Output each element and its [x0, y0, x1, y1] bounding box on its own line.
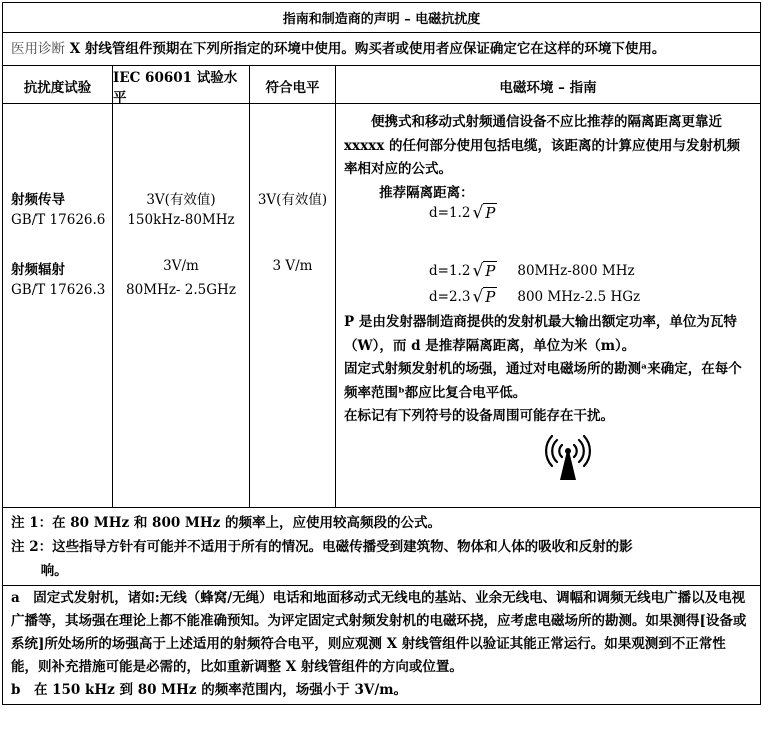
formula-radiated-high [344, 285, 752, 311]
sqrt-symbol: √ [472, 203, 484, 224]
conducted-test-standard: GB/T 17626.6 [11, 212, 106, 228]
intro-paragraph [3, 33, 760, 66]
notes-section [3, 508, 760, 586]
non-ionizing-radiation-icon [540, 435, 596, 481]
formula-prefix: d=1.2 [429, 263, 471, 280]
formula-prefix: d=1.2 [429, 205, 471, 222]
conducted-level-range: 150kHz-80MHz [127, 212, 235, 228]
formula-prefix: d=2.3 [429, 289, 471, 306]
column-header-compliance: 符合电平 [250, 66, 336, 106]
spacer [344, 227, 752, 259]
footnote-a: a 固定式发射机，诸如:无线（蜂窝/无绳）电话和地面移动式无线电的基站、业余无线电、调幅和调频无线电广播以及电视广播等，其场强在理论上都不能准确预知。为评定固定式射频发射机的电磁环挠，应考虑电磁场所的勘测。如果测得[设备或系统]所处场所的场强高于上述适用的射频符合电平，则应观测 X 射线管组件以验证其能正常运行。如果观测到不正常性能，则补充措施可能是必需的，比如重新调整 X 射线管组件的方向或位置。 [11, 590, 747, 675]
formula-range-high: 800 MHz-2.5 HGz [517, 289, 641, 306]
formula-range-low: 80MHz-800 MHz [517, 263, 635, 280]
note-2-line-2: 响。 [40, 563, 68, 579]
footnotes-section [3, 586, 760, 704]
sqrt-symbol: √ [472, 287, 484, 308]
icon-container [344, 435, 752, 481]
guidance-column [336, 104, 760, 507]
note-2-line-1: 注 2：这些指导方针有可能并不适用于所有的情况。电磁传播受到建筑物、物体和人体的吸收和反射的影 [11, 539, 633, 555]
column-header-level: IEC 60601 试验水平 [113, 66, 250, 106]
sqrt-var: P [485, 204, 496, 223]
test-column [3, 104, 113, 507]
sqrt-var: P [485, 262, 496, 281]
column-header-guidance: 电磁环境 – 指南 [499, 80, 597, 96]
radiated-compliance: 3 V/m [272, 258, 313, 274]
column-header-row [3, 66, 760, 104]
conducted-compliance: 3V(有效值) [257, 192, 328, 208]
column-header-test: 抗扰度试验 [3, 66, 113, 106]
radiated-test-name: 射频辐射 [11, 262, 65, 278]
level-column [113, 104, 250, 507]
sqrt-symbol: √ [472, 261, 484, 282]
intro-highlight: 医用诊断 [11, 41, 65, 57]
guidance-para-2: P 是由发射器制造商提供的发射机最大输出额定功率，单位为瓦特（W），而 d 是推荐隔离距离，单位为米（m）。 [344, 314, 737, 354]
recommended-distance-label: 推荐隔离距离： [379, 184, 474, 201]
radiated-level-range: 80MHz- 2.5GHz [126, 282, 236, 298]
conducted-level-value: 3V(有效值) [146, 192, 216, 208]
guidance-para-1: 便携式和移动式射频通信设备不应比推荐的隔离距离更靠近 xxxxx 的任何部分使用包括电缆，该距离的计算应使用与发射机频率相对应的公式。 [344, 114, 740, 177]
footnote-b: b 在 150 kHz 到 80 MHz 的频率范围内，场强小于 3V/m。 [11, 682, 408, 698]
radiated-level-value: 3V/m [163, 258, 199, 274]
table-body-row [3, 104, 760, 508]
sqrt-var: P [485, 288, 496, 307]
guidance-para-4: 在标记有下列符号的设备周围可能存在干扰。 [344, 408, 614, 424]
sqrt-p [472, 260, 497, 284]
table-title: 指南和制造商的声明 – 电磁抗扰度 [3, 3, 760, 33]
conducted-test-name: 射频传导 [11, 192, 65, 208]
note-1: 注 1：在 80 MHz 和 800 MHz 的频率上，应使用较高频段的公式。 [11, 515, 441, 531]
radiated-test-standard: GB/T 17626.3 [11, 282, 106, 298]
formula-radiated-low [344, 259, 752, 285]
intro-text: X 射线管组件预期在下列所指定的环境中使用。购买者或使用者应保证确定它在这样的环境下使用。 [65, 41, 666, 57]
sqrt-p [472, 202, 497, 226]
emc-immunity-declaration-table [2, 2, 761, 705]
compliance-column [250, 104, 336, 507]
guidance-para-3: 固定式射频发射机的场强，通过对电磁场所的勘测ᵃ来确定，在每个频率范围ᵇ都应比复合电平低。 [344, 361, 742, 401]
sqrt-p [472, 286, 497, 310]
